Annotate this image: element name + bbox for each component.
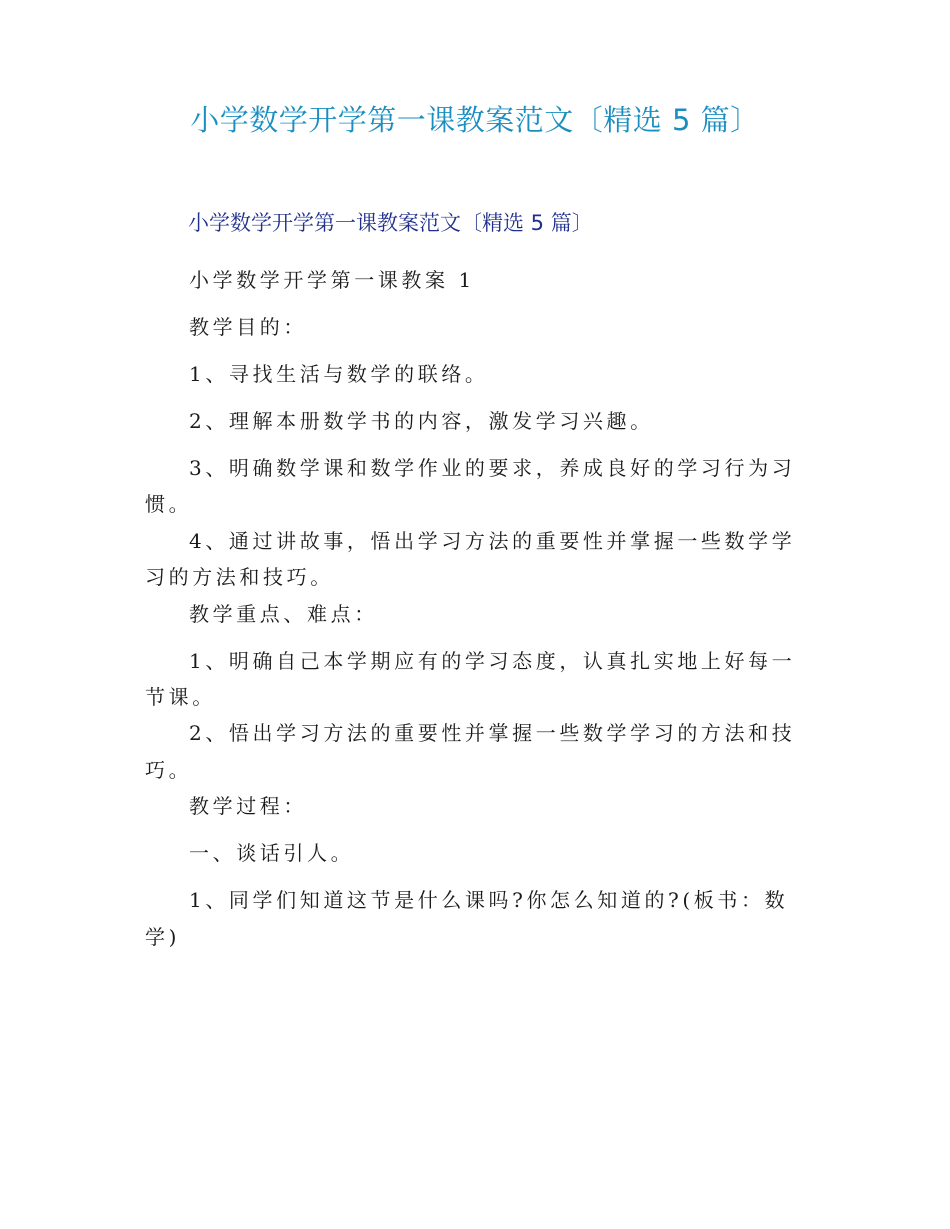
document-title: 小学数学开学第一课教案范文〔精选 5 篇〕 xyxy=(190,103,760,137)
paragraph-key-point-1: 1、明确自己本学期应有的学习态度，认真扎实地上好每一节课。 xyxy=(145,648,796,710)
paragraph-step-1: 1、同学们知道这节是什么课吗?你怎么知道的?(板书：数学) xyxy=(145,888,789,949)
paragraph-key-points-heading: 教学重点、难点： xyxy=(189,601,378,626)
paragraph-objective-4: 4、通过讲故事，悟出学习方法的重要性并掌握一些数学学习的方法和技巧。 xyxy=(145,528,796,590)
document-body xyxy=(145,262,810,955)
paragraph-lesson-heading: 小学数学开学第一课教案 1 xyxy=(189,268,475,292)
paragraph-objective-2: 2、理解本册数学书的内容，激发学习兴趣。 xyxy=(189,409,654,433)
paragraph-section-1: 一、谈话引人。 xyxy=(189,841,355,866)
paragraph-objectives-heading: 教学目的： xyxy=(189,315,307,339)
paragraph-key-point-2: 2、悟出学习方法的重要性并掌握一些数学学习的方法和技巧。 xyxy=(145,721,796,782)
document-subtitle: 小学数学开学第一课教案范文〔精选 5 篇〕 xyxy=(188,211,593,235)
paragraph-process-heading: 教学过程： xyxy=(189,794,307,819)
paragraph-objective-3: 3、明确数学课和数学作业的要求，养成良好的学习行为习惯。 xyxy=(145,456,796,517)
paragraph-objective-1: 1、寻找生活与数学的联络。 xyxy=(189,362,489,386)
